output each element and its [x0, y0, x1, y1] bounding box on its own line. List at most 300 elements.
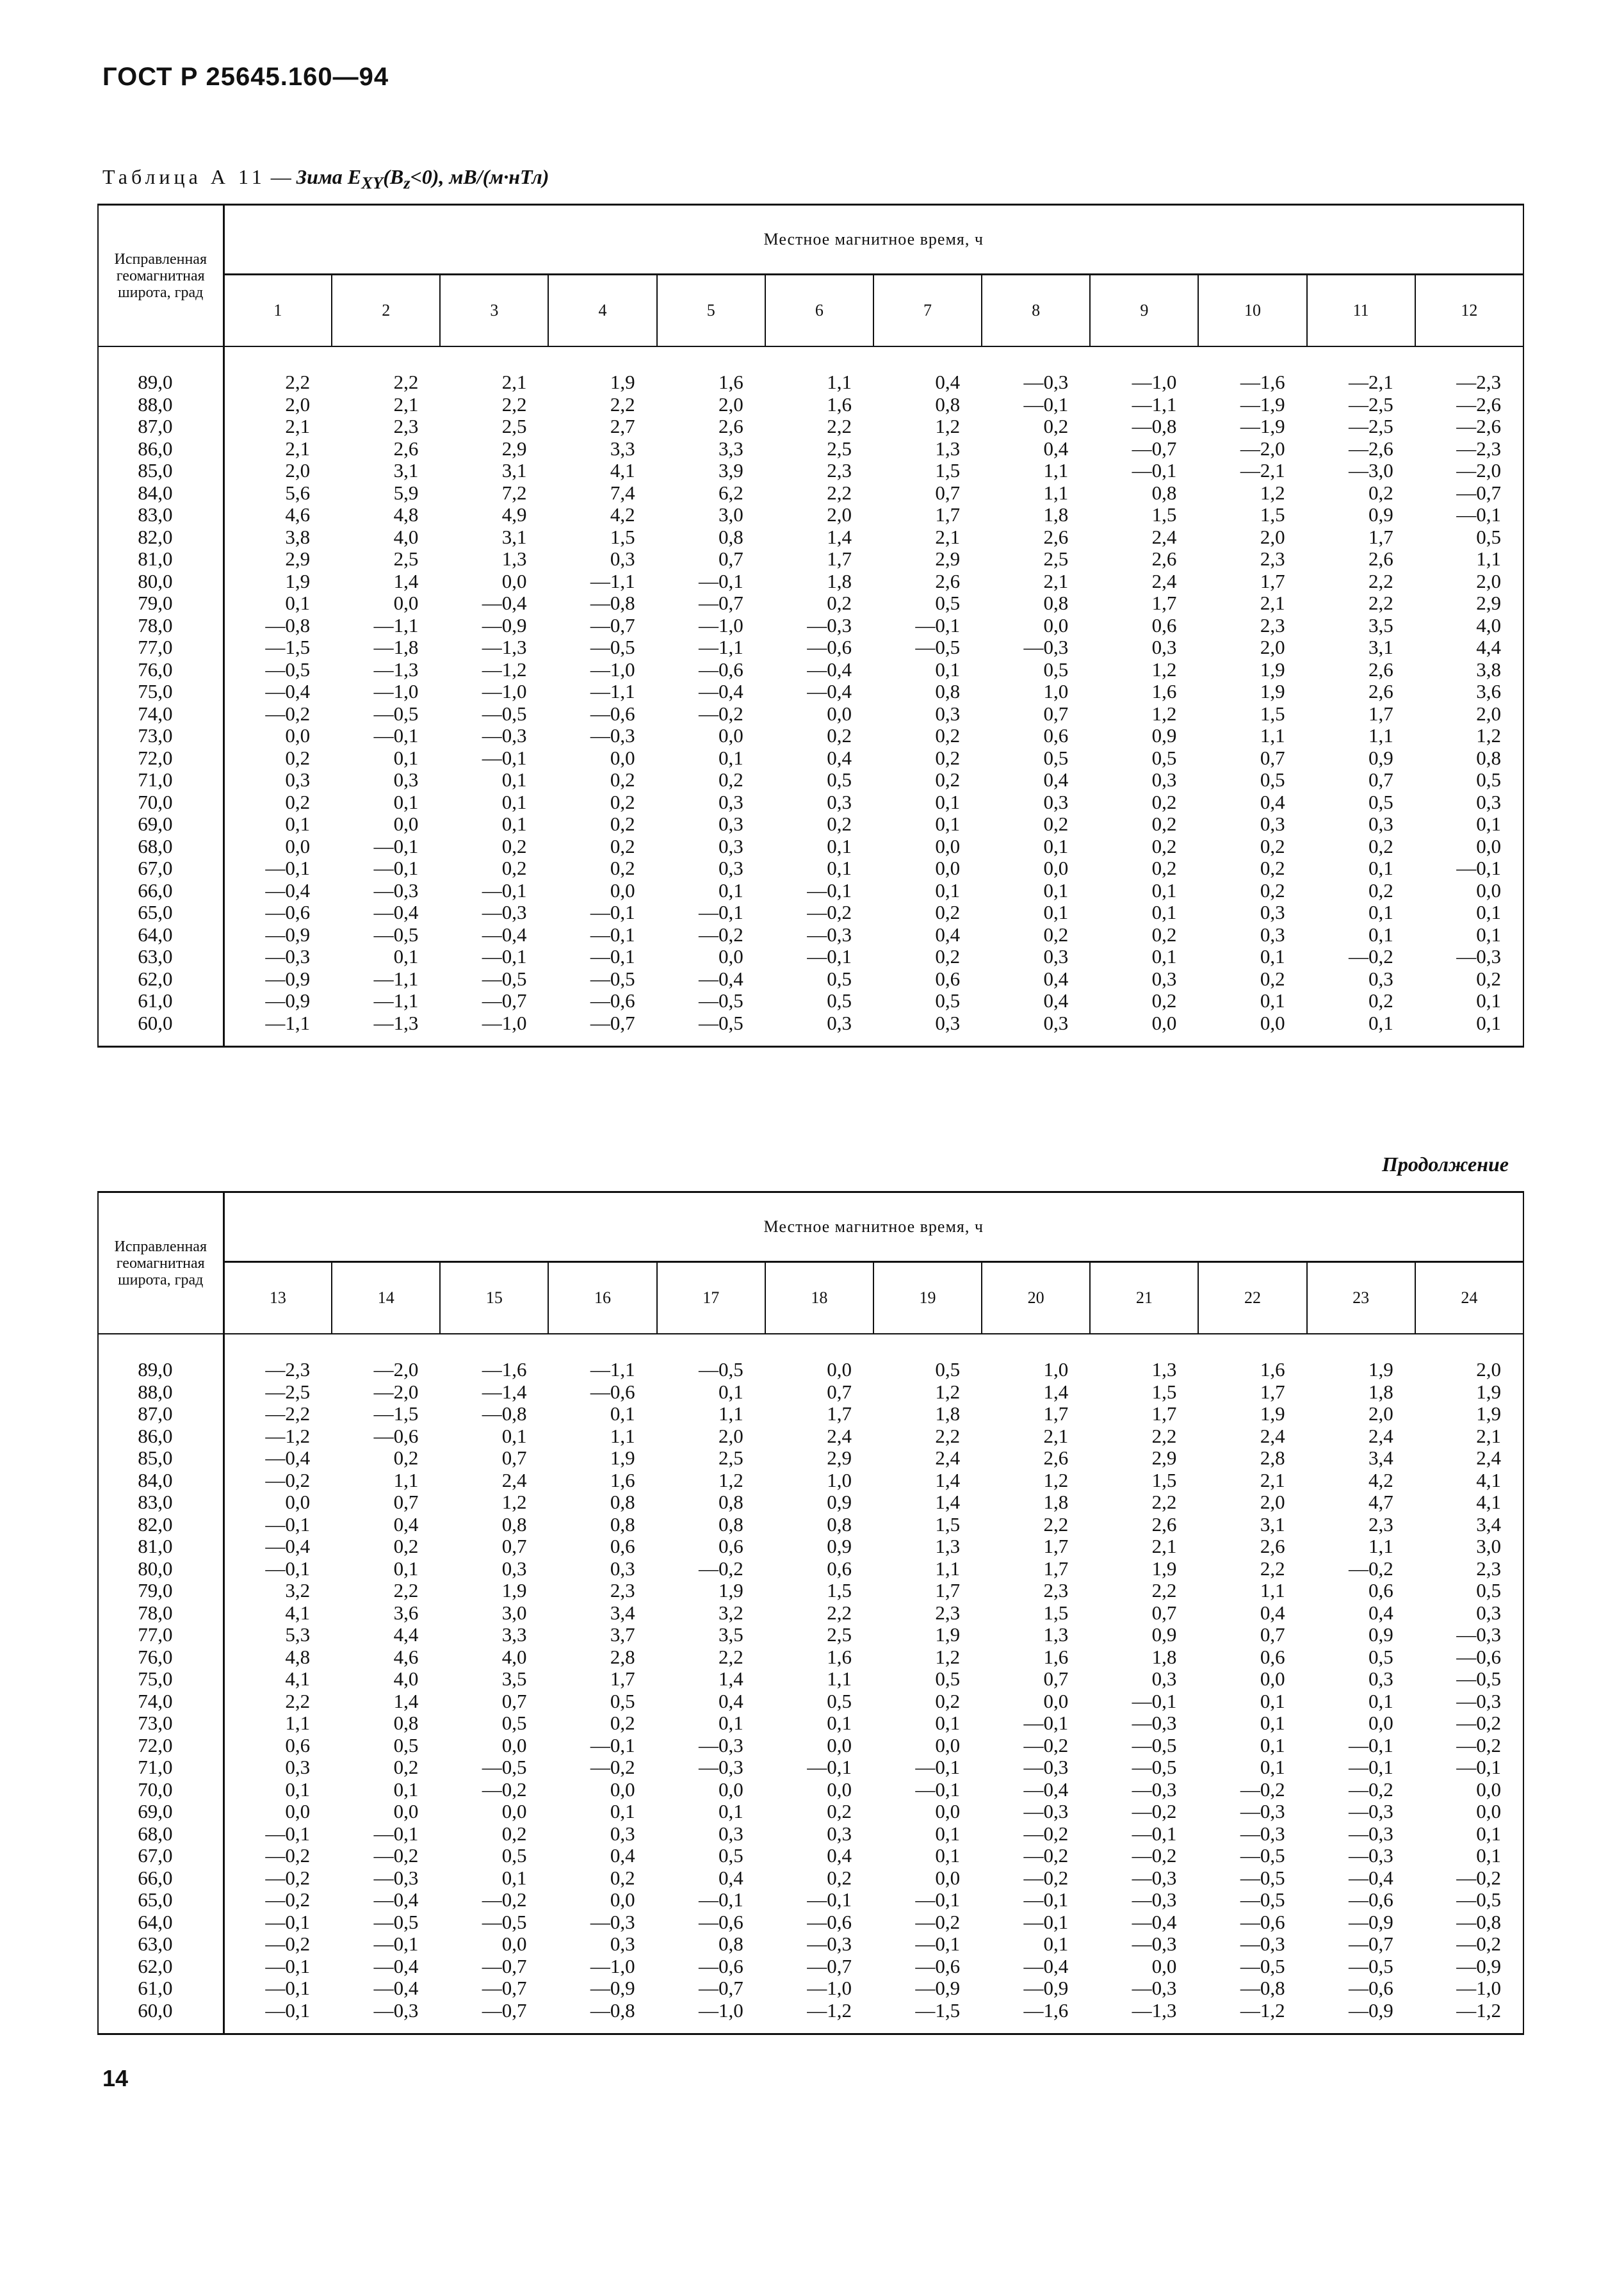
value-cell: 0,1: [501, 1424, 527, 1447]
table-row: [98, 1646, 1523, 1669]
value-cell: 0,0: [935, 857, 961, 879]
value-cell: 0,0: [393, 813, 419, 835]
value-cell: 0,3: [1260, 813, 1285, 835]
value-cell: —0,2: [1132, 1800, 1177, 1822]
value-cell: —0,2: [1348, 945, 1393, 968]
value-cell: —0,2: [1456, 1933, 1501, 1955]
table-row: [98, 791, 1523, 814]
value-cell: 0,5: [827, 967, 852, 990]
value-cell: —0,3: [590, 1910, 635, 1933]
value-cell: 0,1: [285, 1778, 311, 1801]
value-cell: 0,1: [501, 813, 527, 835]
value-cell: 0,1: [1151, 879, 1177, 902]
value-cell: —0,3: [1348, 1844, 1393, 1867]
value-cell: 1,7: [1368, 702, 1393, 725]
value-cell: 1,1: [935, 1557, 961, 1580]
value-cell: 2,4: [1151, 569, 1177, 592]
value-cell: —0,4: [699, 680, 743, 702]
value-cell: —0,2: [1240, 1778, 1285, 1801]
value-cell: 2,9: [285, 547, 311, 570]
latitude-cell: 60,0: [98, 2000, 223, 2022]
value-cell: 0,2: [501, 1822, 527, 1845]
latitude-cell: 70,0: [98, 791, 223, 814]
value-cell: 0,3: [827, 1822, 852, 1845]
value-cell: —0,3: [699, 1733, 743, 1756]
value-cell: 1,4: [935, 1491, 961, 1513]
value-cell: —0,7: [482, 1998, 527, 2022]
value-cell: 0,1: [827, 834, 852, 857]
latitude-cell: 61,0: [98, 1977, 223, 2000]
value-cell: 0,1: [285, 592, 311, 614]
value-cell: 0,0: [610, 746, 635, 769]
value-cell: 0,8: [501, 1512, 527, 1536]
latitude-cell: 75,0: [98, 1668, 223, 1690]
value-cell: 0,1: [719, 1380, 743, 1403]
value-cell: 0,3: [1476, 1601, 1501, 1624]
value-cell: —1,9: [1240, 415, 1285, 437]
value-cell: —0,6: [590, 989, 635, 1012]
value-cell: 0,1: [1043, 834, 1069, 857]
value-cell: 2,6: [1151, 1512, 1177, 1536]
value-cell: —0,8: [590, 1998, 635, 2022]
value-cell: —0,6: [699, 1910, 743, 1933]
value-cell: 1,9: [1476, 1402, 1501, 1425]
value-cell: 0,3: [1260, 901, 1285, 923]
value-cell: —1,2: [265, 1424, 311, 1447]
latitude-cell: 86,0: [98, 1425, 223, 1448]
value-cell: 1,5: [1151, 1380, 1177, 1403]
value-cell: 0,1: [1476, 1844, 1501, 1867]
value-cell: 0,6: [285, 1733, 311, 1756]
value-cell: 0,0: [501, 1733, 527, 1756]
table-row: [98, 1735, 1523, 1757]
value-cell: —0,1: [699, 901, 743, 923]
value-cell: 1,6: [719, 371, 743, 393]
value-cell: 1,2: [935, 1645, 961, 1668]
value-cell: 1,9: [610, 1447, 635, 1469]
value-cell: —0,3: [1240, 1822, 1285, 1845]
value-cell: 0,6: [610, 1535, 635, 1557]
table-row: [98, 1425, 1523, 1448]
value-cell: 0,4: [1043, 967, 1069, 990]
value-cell: 3,1: [393, 459, 419, 482]
value-cell: —0,4: [807, 658, 852, 681]
value-cell: 4,9: [501, 503, 527, 526]
value-cell: 2,1: [1260, 1468, 1285, 1491]
value-cell: 2,2: [1151, 1491, 1177, 1513]
value-cell: —0,4: [265, 680, 311, 702]
value-cell: 1,9: [1260, 680, 1285, 702]
value-cell: 0,8: [610, 1512, 635, 1536]
value-cell: —1,1: [1132, 393, 1177, 416]
value-cell: 0,2: [1151, 857, 1177, 879]
table-row: [98, 836, 1523, 858]
value-cell: 2,5: [1043, 547, 1069, 570]
value-cell: 0,2: [935, 746, 961, 769]
value-cell: 0,0: [719, 945, 743, 968]
value-cell: —0,1: [1023, 393, 1069, 416]
value-cell: 0,0: [1476, 1778, 1501, 1801]
table-row: [98, 1012, 1523, 1035]
value-cell: 0,0: [827, 1733, 852, 1756]
value-cell: 0,3: [827, 1011, 852, 1034]
value-cell: 6,2: [719, 481, 743, 504]
value-cell: 0,2: [610, 813, 635, 835]
latitude-cell: 84,0: [98, 482, 223, 505]
latitude-cell: 80,0: [98, 1558, 223, 1580]
value-cell: —0,8: [1456, 1910, 1501, 1933]
table-row: [98, 1580, 1523, 1602]
value-cell: 0,0: [935, 1800, 961, 1822]
value-cell: —0,7: [590, 1011, 635, 1034]
value-cell: —2,0: [373, 1358, 419, 1381]
value-cell: 0,2: [1151, 790, 1177, 813]
latitude-cell: 65,0: [98, 1889, 223, 1911]
value-cell: —0,5: [1456, 1667, 1501, 1690]
value-cell: 0,4: [1368, 1601, 1393, 1624]
value-cell: —0,6: [1456, 1645, 1501, 1668]
value-cell: —0,2: [1348, 1557, 1393, 1580]
value-cell: —0,4: [1132, 1910, 1177, 1933]
value-cell: —2,1: [1348, 371, 1393, 393]
value-cell: —1,5: [915, 1998, 961, 2022]
value-cell: —0,5: [482, 1910, 527, 1933]
value-cell: 4,4: [393, 1623, 419, 1646]
table-row: [98, 1756, 1523, 1779]
value-cell: 2,6: [1368, 658, 1393, 681]
hour-column-header: 22: [1198, 1262, 1306, 1334]
value-cell: —0,2: [1023, 1866, 1069, 1889]
value-cell: 4,1: [285, 1601, 311, 1624]
table-row: [98, 1602, 1523, 1625]
value-cell: 2,1: [393, 393, 419, 416]
value-cell: 0,1: [1476, 923, 1501, 946]
value-cell: 4,2: [1368, 1468, 1393, 1491]
value-cell: —1,0: [482, 680, 527, 702]
table-row: [98, 482, 1523, 505]
value-cell: —0,8: [482, 1402, 527, 1425]
value-cell: 0,0: [1260, 1011, 1285, 1034]
value-cell: 1,7: [1151, 1402, 1177, 1425]
value-cell: 0,3: [501, 1557, 527, 1580]
value-cell: 0,1: [1260, 1756, 1285, 1778]
value-cell: 0,1: [393, 790, 419, 813]
value-cell: 0,2: [1260, 879, 1285, 902]
value-cell: 1,9: [285, 569, 311, 592]
table-row: [98, 813, 1523, 836]
value-cell: 4,1: [1476, 1491, 1501, 1513]
value-cell: —0,1: [265, 857, 311, 879]
value-cell: 1,6: [827, 1645, 852, 1668]
value-cell: —0,4: [1023, 1954, 1069, 1977]
value-cell: 3,5: [501, 1667, 527, 1690]
value-cell: 0,0: [1043, 857, 1069, 879]
value-cell: —0,5: [373, 1910, 419, 1933]
value-cell: 0,5: [1151, 746, 1177, 769]
value-cell: 2,2: [719, 1645, 743, 1668]
value-cell: 0,3: [719, 790, 743, 813]
value-cell: 2,3: [393, 415, 419, 437]
value-cell: 0,4: [935, 923, 961, 946]
value-cell: —1,0: [1132, 371, 1177, 393]
value-cell: 0,0: [501, 569, 527, 592]
value-cell: —0,9: [265, 967, 311, 990]
value-cell: 2,1: [1260, 592, 1285, 614]
value-cell: —0,7: [1456, 481, 1501, 504]
value-cell: —0,3: [373, 1998, 419, 2022]
caption-prefix: Таблица А 11: [102, 165, 266, 188]
value-cell: —2,6: [1456, 415, 1501, 437]
value-cell: —1,8: [373, 636, 419, 658]
value-cell: 2,3: [1260, 547, 1285, 570]
document-header: ГОСТ Р 25645.160—94: [102, 63, 389, 91]
value-cell: —2,0: [1240, 437, 1285, 460]
value-cell: 2,2: [285, 1689, 311, 1712]
page-number: 14: [102, 2065, 129, 2091]
value-cell: 1,9: [1368, 1358, 1393, 1381]
value-cell: 0,7: [935, 481, 961, 504]
value-cell: 1,7: [1368, 525, 1393, 548]
value-cell: 1,1: [1368, 1535, 1393, 1557]
value-cell: 2,8: [610, 1645, 635, 1668]
value-cell: 2,2: [1368, 592, 1393, 614]
latitude-cell: 89,0: [98, 371, 223, 394]
value-cell: 0,7: [1043, 1667, 1069, 1690]
value-cell: 0,1: [501, 768, 527, 791]
value-cell: 0,4: [1260, 790, 1285, 813]
value-cell: 2,6: [1260, 1535, 1285, 1557]
value-cell: 0,4: [393, 1512, 419, 1536]
value-cell: 0,5: [827, 989, 852, 1012]
value-cell: —0,1: [482, 746, 527, 769]
value-cell: —1,1: [590, 680, 635, 702]
hour-column-header: 24: [1415, 1262, 1523, 1334]
value-cell: 0,8: [719, 1512, 743, 1536]
latitude-cell: 71,0: [98, 1756, 223, 1779]
latitude-cell: 77,0: [98, 1624, 223, 1646]
value-cell: 1,5: [1043, 1601, 1069, 1624]
value-cell: 0,6: [827, 1557, 852, 1580]
value-cell: 2,0: [719, 1424, 743, 1447]
value-cell: 0,3: [719, 857, 743, 879]
hour-column-header: 13: [223, 1262, 332, 1334]
value-cell: 2,2: [1151, 1424, 1177, 1447]
value-cell: 0,2: [719, 768, 743, 791]
value-cell: 0,2: [1043, 813, 1069, 835]
latitude-cell: 68,0: [98, 836, 223, 858]
value-cell: 0,1: [1260, 945, 1285, 968]
value-cell: —0,3: [482, 901, 527, 923]
value-cell: —0,4: [482, 923, 527, 946]
value-cell: 0,2: [935, 724, 961, 747]
table-row: [98, 968, 1523, 991]
value-cell: 1,7: [935, 1579, 961, 1601]
value-cell: 1,5: [935, 1512, 961, 1536]
value-cell: —0,4: [373, 901, 419, 923]
value-cell: —0,3: [1132, 1933, 1177, 1955]
latitude-cell: 78,0: [98, 1602, 223, 1625]
value-cell: —0,4: [265, 1447, 311, 1469]
value-cell: 4,0: [501, 1645, 527, 1668]
value-cell: —1,6: [1023, 1998, 1069, 2022]
value-cell: —1,1: [590, 1358, 635, 1381]
value-cell: 2,2: [1368, 569, 1393, 592]
value-cell: 0,2: [1151, 834, 1177, 857]
value-cell: —0,5: [699, 989, 743, 1012]
value-cell: 0,5: [719, 1844, 743, 1867]
hour-column-header: 7: [873, 275, 982, 347]
value-cell: —0,7: [699, 592, 743, 614]
value-cell: 1,2: [1476, 724, 1501, 747]
value-cell: 1,9: [1151, 1557, 1177, 1580]
table-row: [98, 460, 1523, 482]
value-cell: 0,3: [719, 1822, 743, 1845]
value-cell: 2,6: [935, 569, 961, 592]
value-cell: 0,1: [285, 813, 311, 835]
data-table-hours-1-12: [97, 204, 1524, 1048]
value-cell: 3,2: [719, 1601, 743, 1624]
value-cell: 2,9: [501, 437, 527, 460]
value-cell: 0,2: [501, 834, 527, 857]
value-cell: —0,1: [915, 613, 961, 636]
value-cell: 0,2: [610, 857, 635, 879]
value-cell: 0,0: [1260, 1667, 1285, 1690]
value-cell: —0,1: [373, 1822, 419, 1845]
value-cell: 3,1: [1368, 636, 1393, 658]
value-cell: 0,0: [719, 1778, 743, 1801]
value-cell: 2,6: [1368, 547, 1393, 570]
table-row: [98, 1624, 1523, 1646]
value-cell: 1,6: [1260, 1358, 1285, 1381]
value-cell: 0,3: [1151, 1667, 1177, 1690]
value-cell: —1,0: [482, 1011, 527, 1034]
value-cell: 3,3: [719, 437, 743, 460]
value-cell: 0,2: [1368, 834, 1393, 857]
value-cell: 2,3: [935, 1601, 961, 1624]
latitude-cell: 87,0: [98, 1403, 223, 1425]
table-row: [98, 416, 1523, 438]
value-cell: —0,9: [1348, 1910, 1393, 1933]
table-row: [98, 902, 1523, 924]
value-cell: —0,4: [1023, 1778, 1069, 1801]
value-cell: —0,4: [373, 1888, 419, 1911]
value-cell: 0,5: [1368, 790, 1393, 813]
value-cell: —0,6: [373, 1424, 419, 1447]
value-cell: 0,2: [501, 857, 527, 879]
table-row: [98, 857, 1523, 880]
value-cell: —0,3: [1023, 636, 1069, 658]
value-cell: 4,0: [1476, 613, 1501, 636]
value-cell: 0,0: [1476, 1800, 1501, 1822]
latitude-cell: 81,0: [98, 548, 223, 571]
value-cell: 0,2: [1368, 989, 1393, 1012]
table-row: [98, 659, 1523, 681]
value-cell: —0,2: [1023, 1822, 1069, 1845]
value-cell: 0,7: [501, 1447, 527, 1469]
value-cell: —1,3: [1132, 1998, 1177, 2022]
value-cell: —0,7: [1348, 1933, 1393, 1955]
value-cell: 2,1: [1151, 1535, 1177, 1557]
value-cell: —0,8: [590, 592, 635, 614]
value-cell: 1,6: [610, 1468, 635, 1491]
value-cell: 1,4: [935, 1468, 961, 1491]
latitude-column-header: Исправленная геомагнитная широта, град: [98, 205, 223, 347]
value-cell: —1,1: [373, 613, 419, 636]
value-cell: —0,5: [699, 1011, 743, 1034]
value-cell: 0,1: [935, 1712, 961, 1734]
value-cell: 0,0: [1476, 879, 1501, 902]
value-cell: 5,3: [285, 1623, 311, 1646]
value-cell: 0,5: [393, 1733, 419, 1756]
value-cell: 0,0: [285, 1491, 311, 1513]
value-cell: 1,7: [827, 547, 852, 570]
value-cell: —0,1: [265, 1910, 311, 1933]
value-cell: 0,2: [827, 724, 852, 747]
value-cell: —0,5: [1132, 1733, 1177, 1756]
data-table-hours-13-24: [97, 1191, 1524, 2035]
value-cell: —1,1: [373, 989, 419, 1012]
value-cell: 2,4: [1260, 1424, 1285, 1447]
value-cell: —0,1: [699, 1888, 743, 1911]
value-cell: 1,2: [935, 1380, 961, 1403]
value-cell: —0,2: [265, 1933, 311, 1955]
value-cell: 2,2: [610, 393, 635, 416]
value-cell: —0,1: [590, 923, 635, 946]
value-cell: 4,1: [1476, 1468, 1501, 1491]
hour-column-header: 3: [440, 275, 548, 347]
table-row: [98, 1381, 1523, 1404]
value-cell: 0,7: [1151, 1601, 1177, 1624]
value-cell: 1,9: [1476, 1380, 1501, 1403]
value-cell: 1,6: [827, 393, 852, 416]
value-cell: —0,3: [1023, 1800, 1069, 1822]
value-cell: —0,1: [265, 1822, 311, 1845]
value-cell: —0,2: [265, 702, 311, 725]
value-cell: —1,3: [373, 658, 419, 681]
table-row: [98, 1845, 1523, 1867]
value-cell: 3,7: [610, 1623, 635, 1646]
value-cell: —0,5: [482, 1756, 527, 1778]
value-cell: —0,2: [807, 901, 852, 923]
value-cell: 0,7: [1043, 702, 1069, 725]
value-cell: —2,3: [265, 1358, 311, 1381]
table-row: [98, 615, 1523, 637]
value-cell: 0,4: [827, 746, 852, 769]
value-cell: 0,3: [610, 1933, 635, 1955]
value-cell: 1,2: [501, 1491, 527, 1513]
hour-column-header: 11: [1307, 275, 1415, 347]
value-cell: 2,4: [1151, 525, 1177, 548]
latitude-cell: 63,0: [98, 1933, 223, 1956]
value-cell: 0,0: [285, 724, 311, 747]
value-cell: —1,1: [699, 636, 743, 658]
latitude-cell: 83,0: [98, 1491, 223, 1514]
value-cell: —0,1: [265, 1998, 311, 2022]
value-cell: —0,4: [265, 879, 311, 902]
value-cell: 0,1: [1476, 901, 1501, 923]
value-cell: 0,8: [827, 1512, 852, 1536]
value-cell: 0,2: [935, 901, 961, 923]
value-cell: 4,8: [285, 1645, 311, 1668]
value-cell: 1,1: [1043, 481, 1069, 504]
value-cell: 0,4: [719, 1866, 743, 1889]
value-cell: 0,1: [719, 879, 743, 902]
value-cell: 3,3: [610, 437, 635, 460]
value-cell: 0,2: [827, 1800, 852, 1822]
value-cell: 2,2: [827, 1601, 852, 1624]
table-row: [98, 1536, 1523, 1558]
value-cell: 2,0: [285, 459, 311, 482]
